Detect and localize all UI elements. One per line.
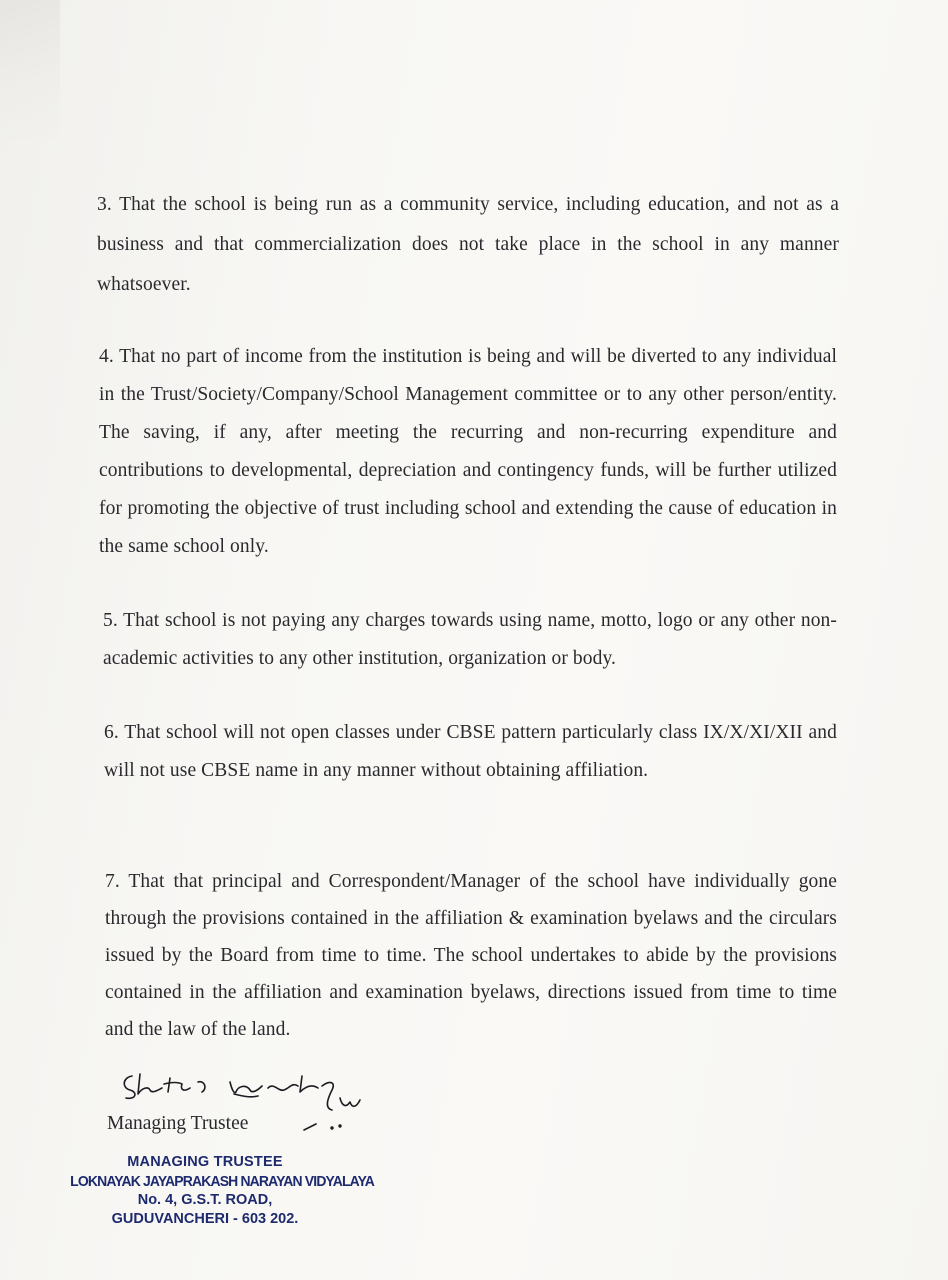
- stamp-institution-name: LOKNAYAK JAYAPRAKASH NARAYAN VIDYALAYA: [70, 1173, 375, 1190]
- page-corner-shadow: [0, 0, 60, 140]
- stamp-address-line: No. 4, G.S.T. ROAD,: [137, 1192, 273, 1208]
- clause-7: 7. That that principal and Correspondent/Manager of the school have individually gone through the provisions contained in the affiliation & examination byelaws and the circulars issued by the Board from time to time. The school undertakes to abide by the provisions contained in the affiliation and examination byelaws, directions issued from time to time and the law of the land.: [105, 870, 837, 1040]
- clause-5: 5. That school is not paying any charges towards using name, motto, logo or any other non-academic activities to any other institution, organization or body.: [103, 609, 837, 669]
- stamp-designation: MANAGING TRUSTEE: [127, 1154, 283, 1170]
- stamp-city-pincode: GUDUVANCHERI - 603 202.: [111, 1211, 299, 1227]
- institution-stamp: [60, 1153, 375, 1229]
- clause-3: 3. That the school is being run as a community service, including education, and not as a business and that commercialization does not take place in the school in any manner whatsoever.: [97, 193, 839, 295]
- clause-6: 6. That school will not open classes under CBSE pattern particularly class IX/X/XI/XII and will not use CBSE name in any manner without obtaining affiliation.: [104, 721, 837, 781]
- signatory-title: Managing Trustee: [107, 1113, 249, 1134]
- clause-4: 4. That no part of income from the institution is being and will be diverted to any individual in the Trust/Society/Company/School Management committee or to any other person/entity. The saving, if any, after meeting the recurring and non-recurring expenditure and contributions to developmental, depreciation and contingency funds, will be further utilized for promoting the objective of trust including school and extending the cause of education in the same school only.: [99, 345, 837, 557]
